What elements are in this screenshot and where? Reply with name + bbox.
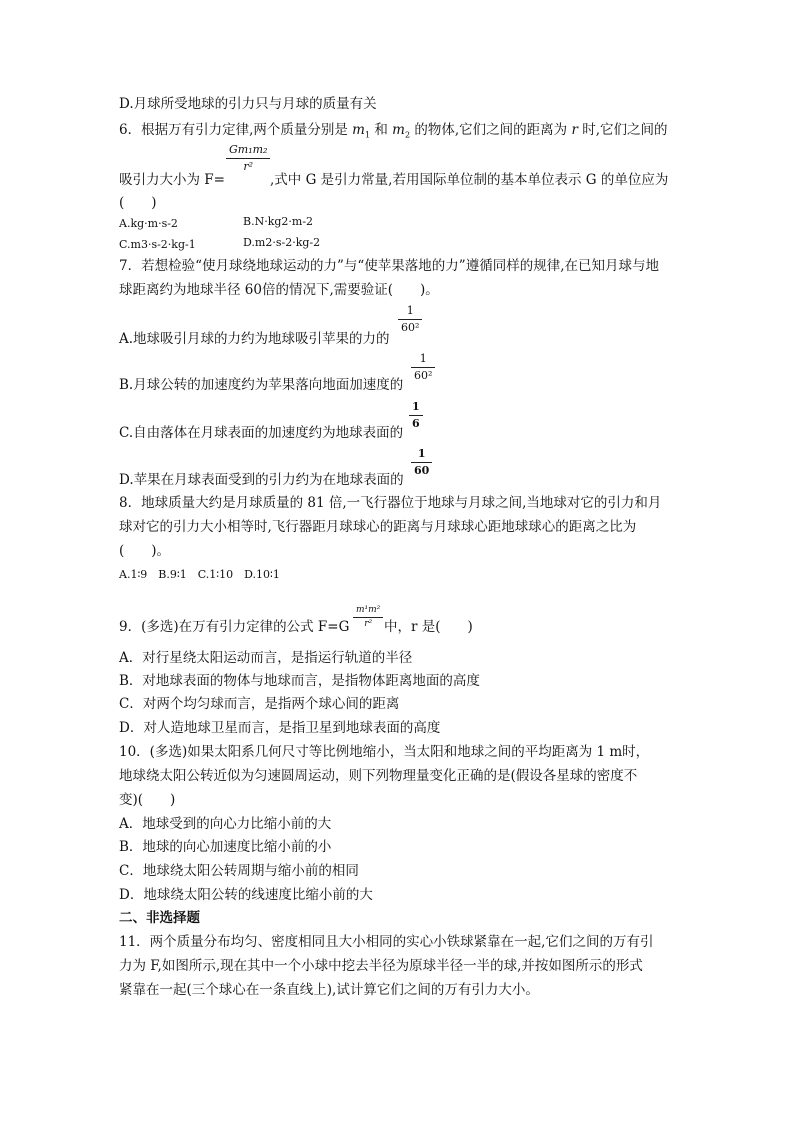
q9-fraction-den: r² — [353, 617, 383, 629]
q5-option-d: D.月球所受地球的引力只与月球的质量有关 — [119, 96, 377, 112]
q6-option-a: A.kg·m·s-2 — [119, 217, 178, 230]
q7-stem-line2: 球距离约为地球半径 60倍的情况下,需要验证( )。 — [119, 282, 439, 298]
q8-stem-line2: 球对它的引力大小相等时,飞行器距月球球心的距离与月球球心距地球球心的距离之比为 — [119, 519, 637, 535]
q6-formula-denominator: r² — [226, 158, 270, 173]
q9-option-b: B．对地球表面的物体与地球而言，是指物体距离地面的高度 — [119, 673, 480, 689]
q10-stem-line3: 变)( ) — [119, 792, 176, 808]
q10-option-a: A．地球受到的向心力比缩小前的大 — [119, 816, 332, 832]
q6-m2-sub: 2 — [404, 130, 411, 140]
q10-option-b: B．地球的向心加速度比缩小前的小 — [119, 839, 332, 855]
q9-option-c: C．对两个均匀球而言，是指两个球心间的距离 — [119, 696, 400, 712]
q6-stem-line2-b: ,式中 G 是引力常量,若用国际单位制的基本单位表示 G 的单位应为 — [270, 172, 669, 188]
q11-stem-line2: 力为 F,如图所示,现在其中一个小球中挖去半径为原球半径一半的球,并按如图所示的形式 — [119, 958, 643, 974]
q6-formula-numerator: Gm₁m₂ — [229, 143, 268, 156]
q6-gravity-formula — [226, 143, 270, 173]
q6-option-b: B.N·kg2·m-2 — [243, 215, 314, 228]
q7-stem-line1: 7．若想检验“使月球绕地球运动的力”与“使苹果落地的力”遵循同样的规律,在已知月球与地 — [119, 258, 659, 274]
q7-option-a: A.地球吸引月球的力约为地球吸引苹果的力的 — [119, 331, 390, 347]
q6-text-c: 时,它们之间的 — [577, 122, 668, 138]
q7-option-d-num: 1 — [417, 447, 426, 460]
q6-option-d: D.m2·s-2·kg-2 — [243, 236, 321, 249]
q7-option-b-fraction — [411, 352, 435, 382]
q10-option-c: C．地球绕太阳公转周期与缩小前的相同 — [119, 863, 359, 879]
q7-option-c: C.自由落体在月球表面的加速度约为地球表面的 — [119, 425, 404, 441]
section-heading-non-choice: 二、非选择题 — [119, 910, 200, 926]
q9-stem-a: 9．(多选)在万有引力定律的公式 F=G — [119, 619, 350, 635]
q6-stem-line2-a: 吸引力大小为 F= — [119, 172, 225, 188]
q7-option-b: B.月球公转的加速度约为苹果落向地面加速度的 — [119, 377, 404, 393]
q9-fraction-num: m¹m² — [356, 605, 381, 615]
q6-paren: ( ) — [119, 195, 157, 211]
q7-option-c-fraction — [409, 400, 423, 430]
q9-fraction — [353, 605, 383, 629]
q6-text-a: 6．根据万有引力定律,两个质量分别是 — [119, 122, 353, 138]
q7-option-b-den: 60² — [411, 367, 435, 382]
q10-stem-line1: 10．(多选)如果太阳系几何尺寸等比例地缩小，当太阳和地球之间的平均距离为 1 m时， — [119, 744, 650, 760]
q6-text-b: 的物体,它们之间的距离为 — [410, 122, 572, 138]
q7-option-c-den: 6 — [409, 415, 423, 430]
q11-stem-line1: 11．两个质量分布均匀、密度相同且大小相同的实心小铁球紧靠在一起,它们之间的万有引 — [119, 934, 654, 950]
q7-option-d: D.苹果在月球表面受到的引力约为在地球表面的 — [119, 472, 404, 488]
q6-r: r — [571, 122, 578, 138]
q7-option-a-fraction — [398, 304, 422, 334]
q7-option-b-num: 1 — [419, 352, 427, 365]
q11-stem-line3: 紧靠在一起(三个球心在一条直线上),试计算它们之间的万有引力大小。 — [119, 982, 539, 998]
q7-option-a-den: 60² — [398, 319, 422, 334]
q8-stem-line3: ( )。 — [119, 543, 171, 559]
q6-m2: m — [392, 122, 405, 138]
q6-and: 和 — [370, 122, 393, 138]
q8-options: A.1∶9 B.9∶1 C.1∶10 D.10∶1 — [119, 568, 280, 581]
q10-stem-line2: 地球绕太阳公转近似为匀速圆周运动，则下列物理量变化正确的是(假设各星球的密度不 — [119, 768, 638, 784]
q9-stem-b: 中，r 是( ) — [384, 619, 473, 635]
q6-m1-sub: 1 — [364, 130, 371, 140]
q7-option-c-num: 1 — [412, 400, 420, 413]
q7-option-d-fraction — [411, 447, 432, 477]
q7-option-a-num: 1 — [406, 304, 414, 317]
q9-option-d: D．对人造地球卫星而言，是指卫星到地球表面的高度 — [119, 720, 441, 736]
q6-stem-line1 — [119, 121, 668, 145]
q7-option-d-den: 60 — [411, 462, 432, 477]
q8-stem-line1: 8．地球质量大约是月球质量的 81 倍,一飞行器位于地球与月球之间,当地球对它的引力和月 — [119, 495, 662, 511]
q10-option-d: D．地球绕太阳公转的线速度比缩小前的大 — [119, 887, 373, 903]
q6-m1: m — [352, 122, 365, 138]
q6-option-c: C.m3·s-2·kg-1 — [119, 238, 196, 251]
q9-option-a: A．对行星绕太阳运动而言，是指运行轨道的半径 — [119, 650, 413, 666]
